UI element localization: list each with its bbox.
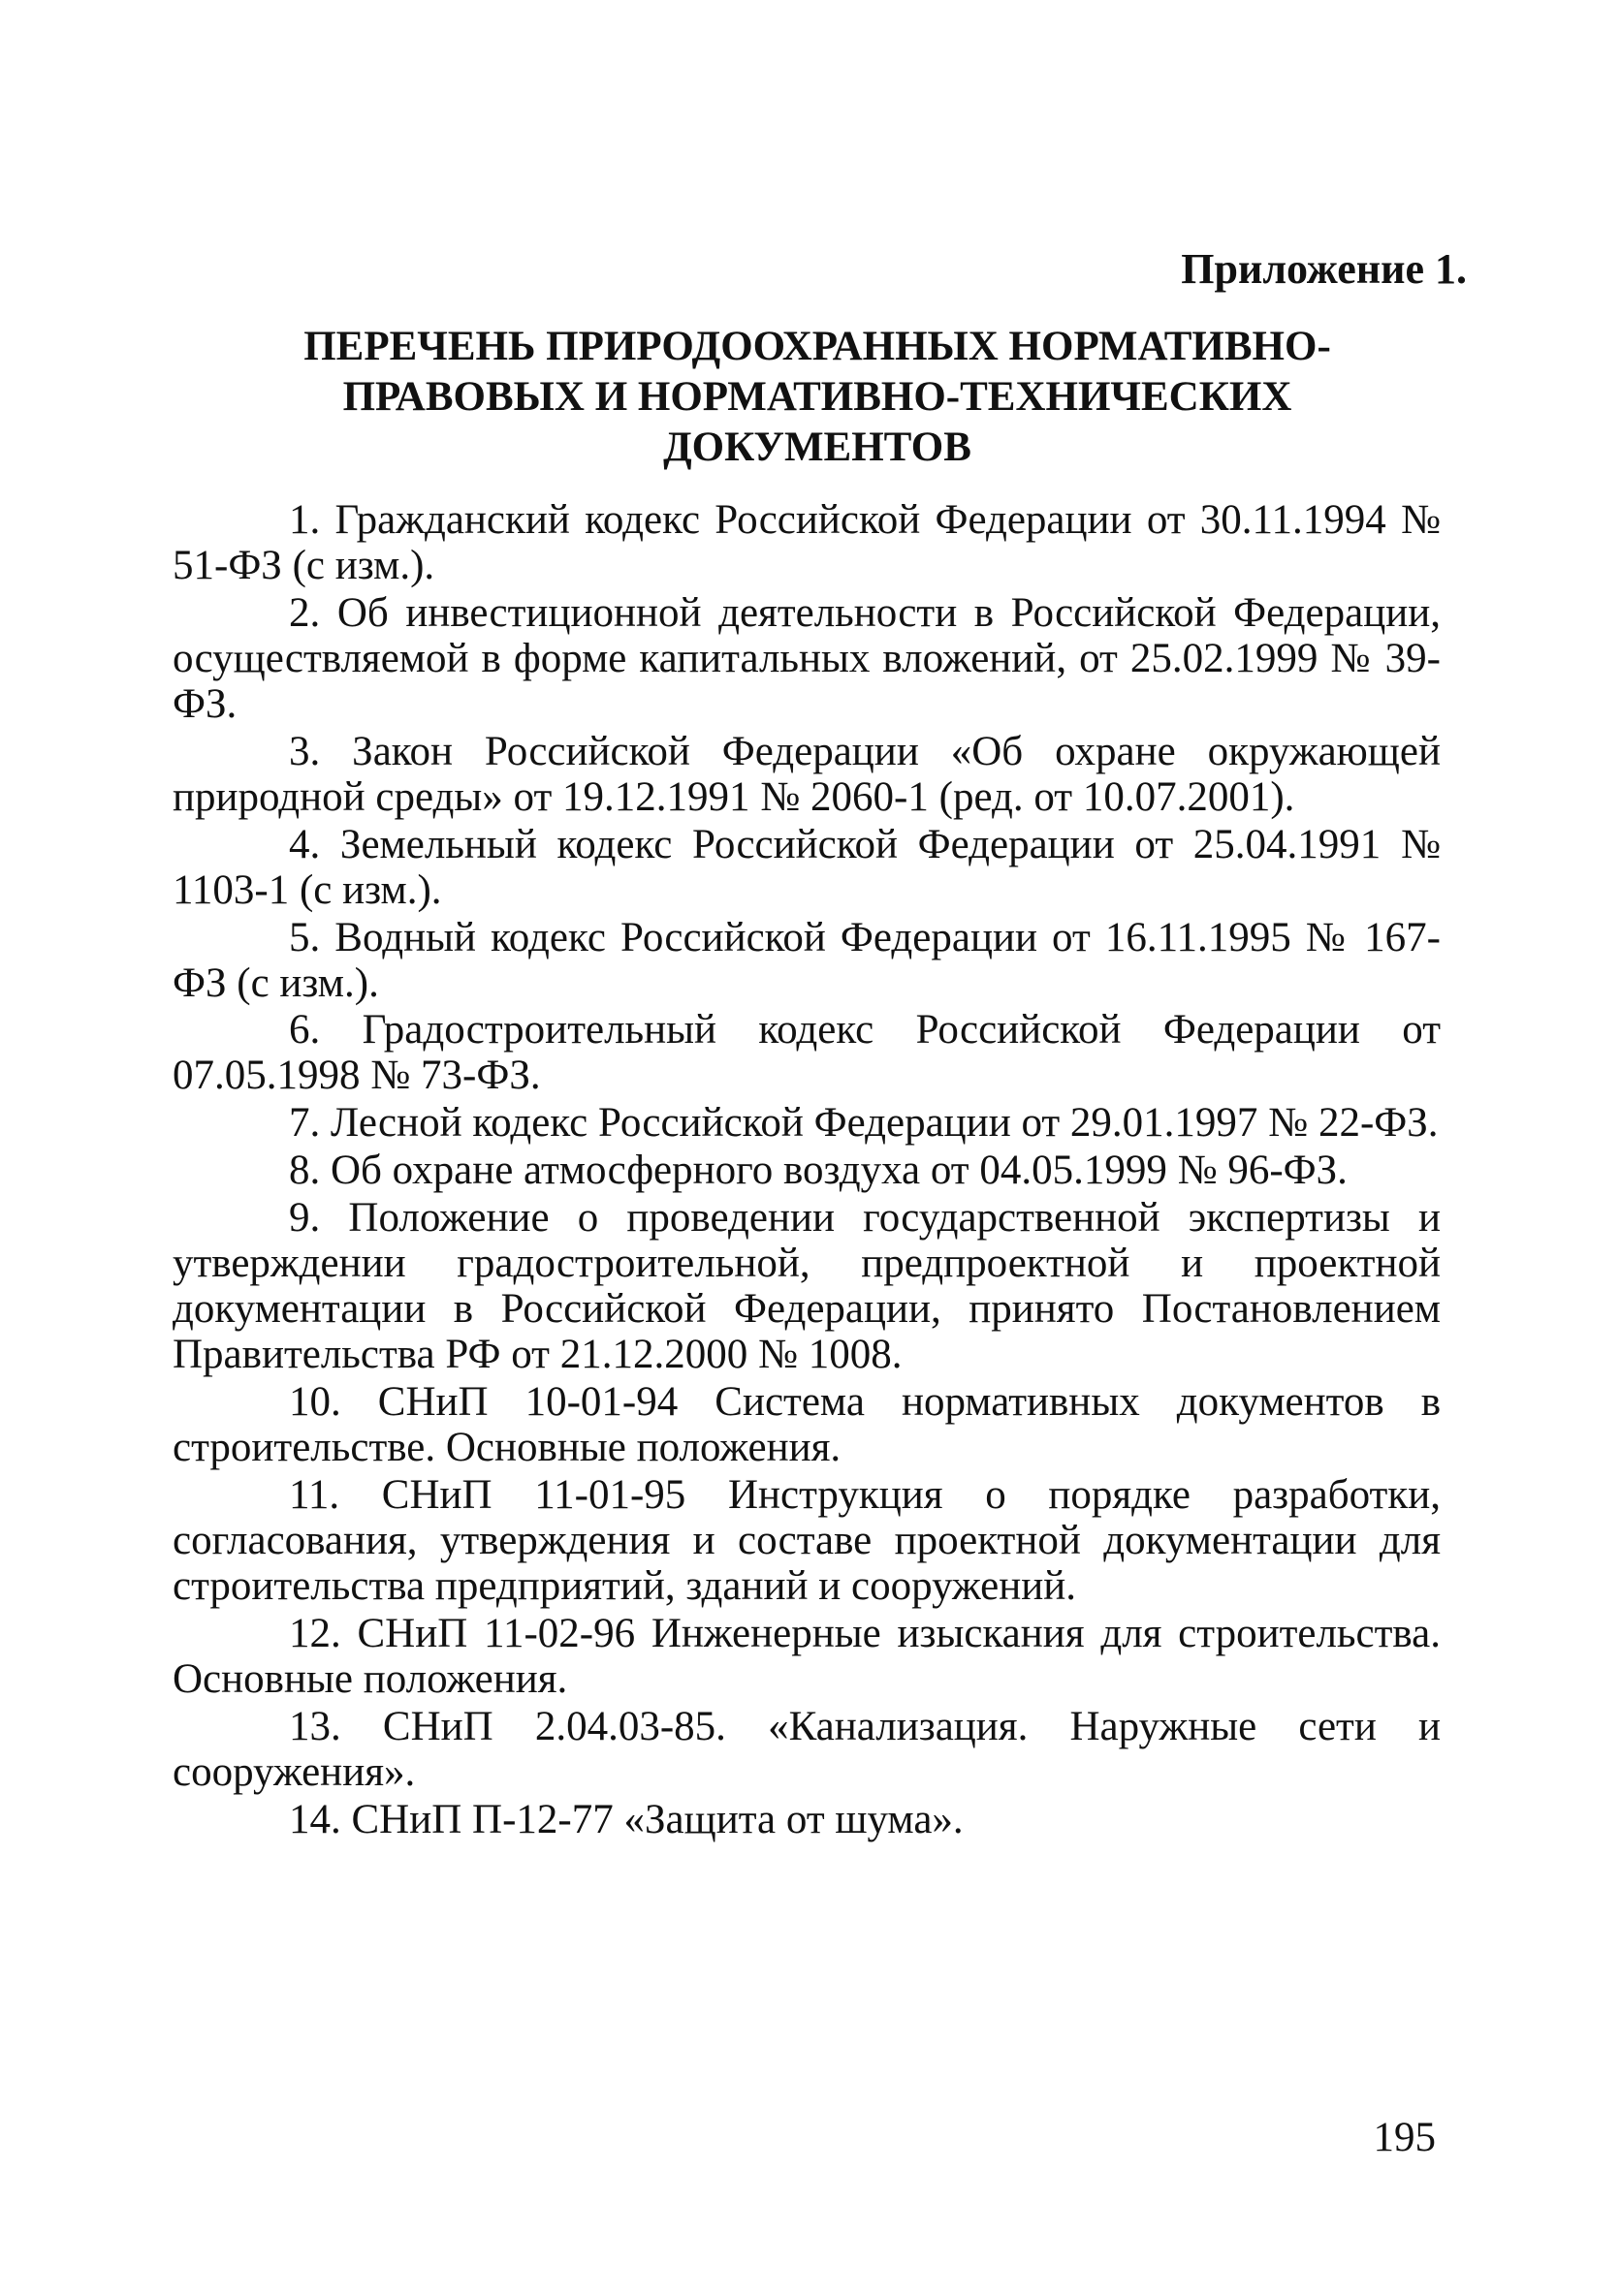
document-title (173, 322, 1462, 473)
list-item: 9. Положение о проведении государственной экспертизы и утверждении градостроительной, предпроектной и проектной документации в Российской Федерации, принято Постановлением Правительства РФ от 21.12.2000 № 1008. (173, 1195, 1441, 1378)
list-item: 3. Закон Российской Федерации «Об охране окружающей природной среды» от 19.12.1991 № 2060-1 (ред. от 10.07.2001). (173, 728, 1441, 820)
list-item: 1. Гражданский кодекс Российской Федерации от 30.11.1994 № 51-ФЗ (с изм.). (173, 497, 1441, 588)
list-item: 4. Земельный кодекс Российской Федерации от 25.04.1991 № 1103-1 (с изм.). (173, 821, 1441, 913)
list-item: 6. Градостроительный кодекс Российской Федерации от 07.05.1998 № 73-ФЗ. (173, 1007, 1441, 1099)
list-item: 11. СНиП 11-01-95 Инструкция о порядке разработки, согласования, утверждения и составе проектной документации для строительства предприятий, зданий и сооружений. (173, 1471, 1441, 1609)
title-line: ДОКУМЕНТОВ (663, 425, 971, 470)
list-item: 13. СНиП 2.04.03-85. «Канализация. Наружные сети и сооружения». (173, 1703, 1441, 1795)
list-item: 2. Об инвестиционной деятельности в Российской Федерации, осуществляемой в форме капитальных вложений, от 25.02.1999 № 39-ФЗ. (173, 589, 1441, 727)
document-list (173, 497, 1441, 1843)
appendix-label: Приложение 1. (1181, 245, 1467, 293)
title-line: ПРАВОВЫХ И НОРМАТИВНО-ТЕХНИЧЕСКИХ (342, 374, 1292, 420)
list-item: 12. СНиП 11-02-96 Инженерные изыскания для строительства. Основные положения. (173, 1610, 1441, 1702)
list-item: 7. Лесной кодекс Российской Федерации от 29.01.1997 № 22-ФЗ. (289, 1100, 1439, 1147)
list-item: 8. Об охране атмосферного воздуха от 04.05.1999 № 96-ФЗ. (289, 1148, 1348, 1194)
title-line: ПЕРЕЧЕНЬ ПРИРОДООХРАННЫХ НОРМАТИВНО- (303, 324, 1331, 369)
list-item: 14. СНиП П-12-77 «Защита от шума». (289, 1796, 964, 1842)
list-item: 10. СНиП 10-01-94 Система нормативных документов в строительстве. Основные положения. (173, 1379, 1441, 1471)
page-number: 195 (1373, 2115, 1436, 2160)
list-item: 5. Водный кодекс Российской Федерации от 16.11.1995 № 167-ФЗ (с изм.). (173, 914, 1441, 1006)
